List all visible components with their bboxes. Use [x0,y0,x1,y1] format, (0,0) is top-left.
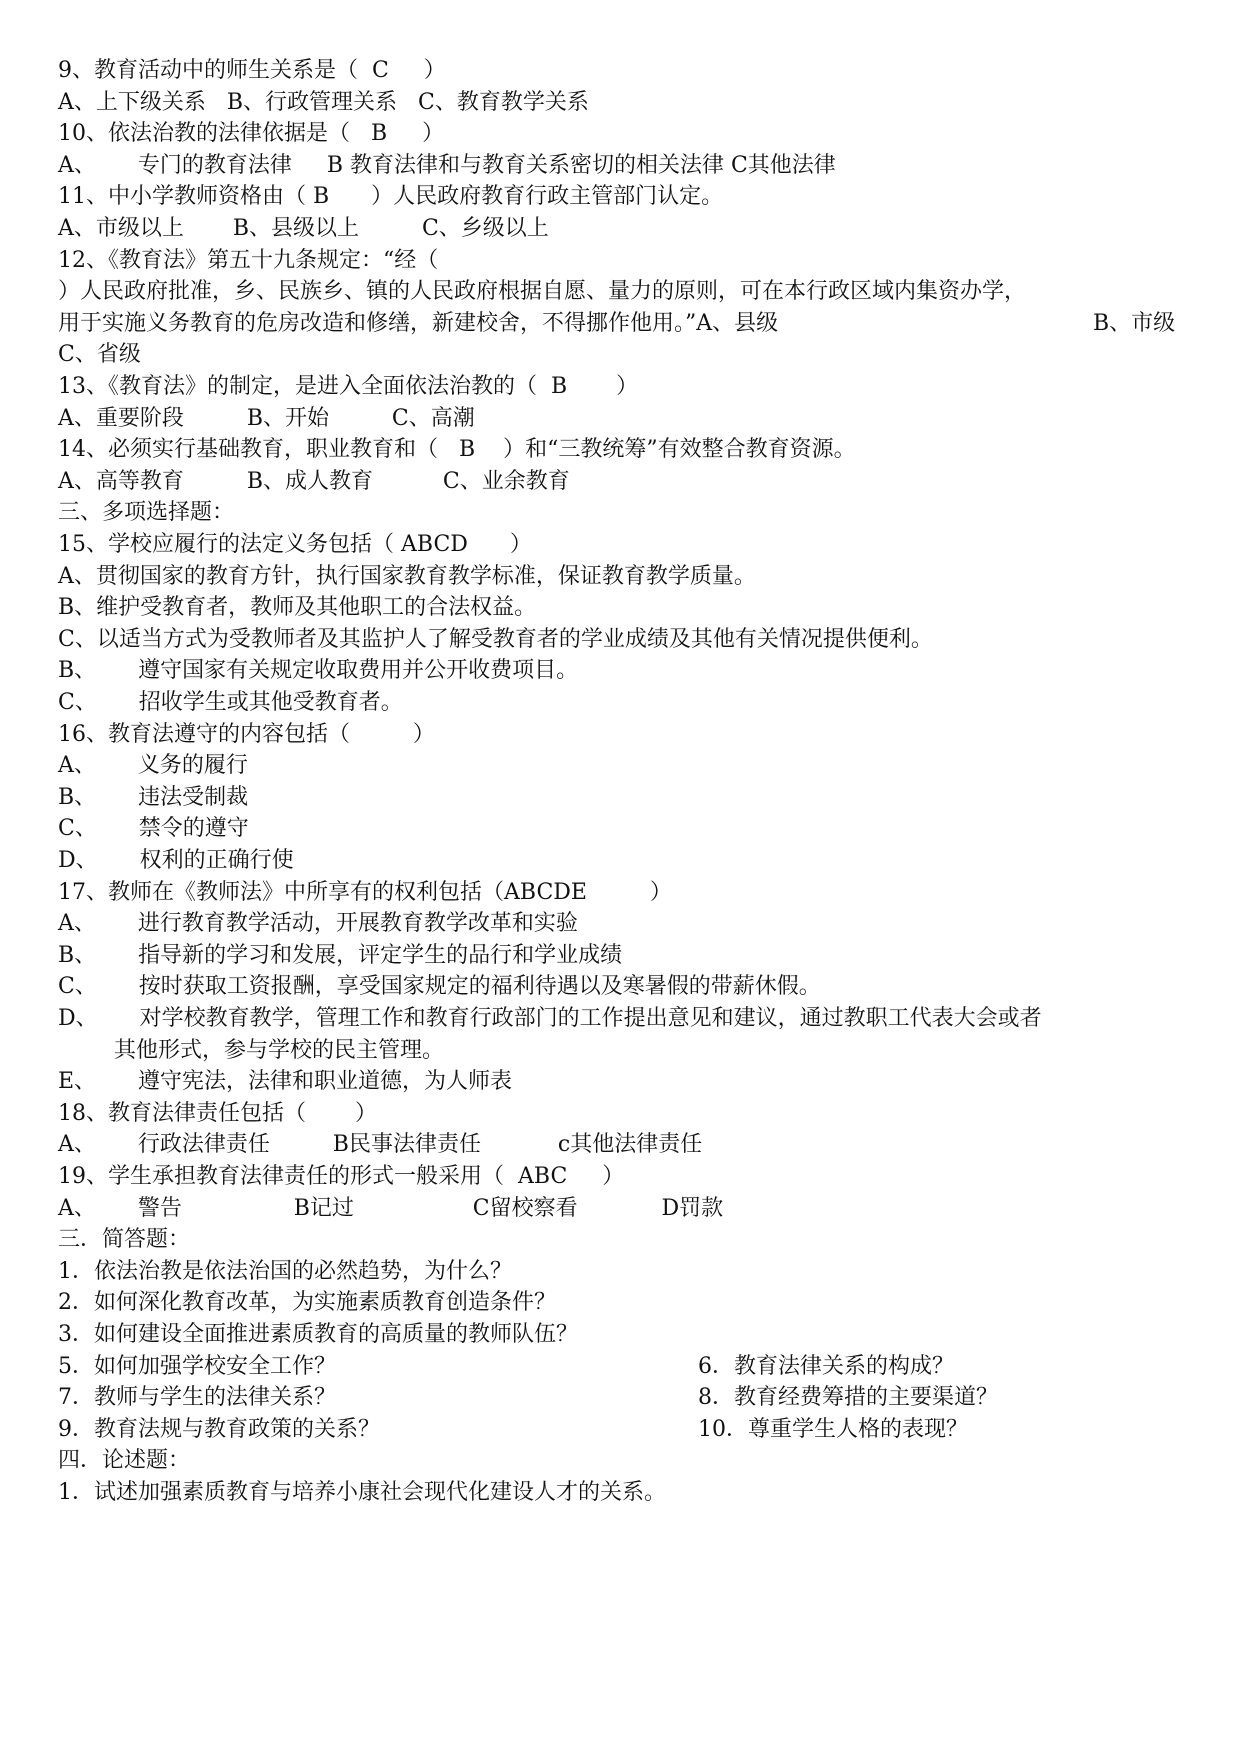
text-line [58,1476,1201,1510]
line-text: 18、教育法律责任包括（ ） [58,1100,377,1126]
line-text: 其他形式，参与学校的民主管理。 [58,1037,444,1063]
line-text: 用于实施义务教育的危房改造和修缮，新建校舍，不得挪作他用。”A、县级 [58,310,779,336]
text-line [58,1286,1201,1320]
text-line [58,939,1201,973]
line-text: 三、多项选择题： [58,500,235,526]
line-text: A、市级以上 B、县级以上 C、乡级以上 [58,216,549,241]
line-text: A、 专门的教育法律 B 教育法律和与教育关系密切的相关法律 C其他法律 [58,152,836,178]
text-line [58,560,1201,594]
text-line [58,1065,1201,1099]
text-line [58,1350,1201,1384]
line-text: 11、中小学教师资格由（ B ）人民政府教育行政主管部门认定。 [58,184,724,210]
text-line [58,844,1201,878]
line-text: 5．如何加强学校安全工作？ [58,1353,336,1379]
line-text: B、 遵守国家有关规定收取费用并公开收费项目。 [58,658,579,684]
line-text: D、 对学校教育教学，管理工作和教育行政部门的工作提出意见和建议，通过教职工代表大会或者 [58,1006,1042,1031]
text-line [58,1097,1201,1131]
line-text: B、 指导新的学习和发展，评定学生的品行和学业成绩 [58,942,623,968]
line-text: A、高等教育 B、成人教育 C、业余教育 [58,468,570,494]
text-line [58,749,1201,783]
line-text: C、 按时获取工资报酬，享受国家规定的福利待遇以及寒暑假的带薪休假。 [58,974,821,1000]
text-line [58,86,1201,120]
line-text: 10、依法治教的法律依据是（ B ） [58,121,445,147]
line-text: A、重要阶段 B、开始 C、高潮 [58,405,475,431]
text-line [58,1444,1201,1478]
text-line [58,275,1201,309]
line-text: A、 进行教育教学活动，开展教育教学改革和实验 [58,911,578,937]
text-line [58,338,1201,372]
line-text: 1．依法治教是依法治国的必然趋势，为什么？ [58,1258,512,1284]
text-line [58,117,1201,151]
text-line [58,1160,1201,1194]
text-line [58,402,1201,436]
line-text: 13、《教育法》的制定，是进入全面依法治教的（ B ） [58,374,639,399]
line-text: ）人民政府批准，乡、民族乡、镇的人民政府根据自愿、量力的原则，可在本行政区域内集资办学， [58,279,1027,305]
line-text: 3．如何建设全面推进素质教育的高质量的教师队伍？ [58,1322,578,1347]
text-line [58,1192,1201,1226]
text-line [58,212,1201,246]
line-text: 9、教育活动中的师生关系是（ C ） [58,58,446,83]
text-line [58,1034,1201,1068]
line-text: D、 权利的正确行使 [58,848,294,873]
line-text: 1．试述加强素质教育与培养小康社会现代化建设人才的关系。 [58,1480,666,1505]
text-line [58,1223,1201,1257]
text-line [58,1413,1201,1447]
line-text: 三．简答题： [58,1227,191,1253]
text-line [58,528,1201,562]
line-text: 9．教育法规与教育政策的关系？ [58,1416,380,1442]
line-text: 12、《教育法》第五十九条规定：“经（ [58,247,439,273]
line-text: C、 禁令的遵守 [58,816,249,842]
line-right-option: B、市级 [1093,310,1176,336]
second-column-question: 10．尊重学生人格的表现？ [698,1416,968,1442]
text-line [58,496,1201,530]
second-column-question: 8．教育经费筹措的主要渠道？ [698,1385,998,1411]
line-text: 16、教育法遵守的内容包括（ ） [58,721,435,747]
text-line [58,591,1201,625]
line-text: C、以适当方式为受教师者及其监护人了解受教育者的学业成绩及其他有关情况提供便利。 [58,626,933,652]
text-line [58,1002,1201,1036]
second-column-question: 6．教育法律关系的构成？ [698,1353,954,1379]
line-text: C、省级 [58,342,141,368]
line-text: A、上下级关系 B、行政管理关系 C、教育教学关系 [58,89,589,115]
line-text: A、 行政法律责任 B民事法律责任 c其他法律责任 [58,1132,703,1158]
line-text: A、贯彻国家的教育方针，执行国家教育教学标准，保证教育教学质量。 [58,563,756,589]
line-text: 2．如何深化教育改革，为实施素质教育创造条件？ [58,1290,556,1316]
text-line [58,654,1201,688]
line-text: 14、必须实行基础教育，职业教育和（ B ）和“三教统筹”有效整合教育资源。 [58,437,856,463]
line-text: 19、学生承担教育法律责任的形式一般采用（ ABC ） [58,1164,625,1189]
text-line [58,180,1201,214]
line-text: 15、学校应履行的法定义务包括（ ABCD ） [58,532,532,557]
text-line [58,623,1201,657]
text-line [58,718,1201,752]
text-line [58,970,1201,1004]
text-line [58,433,1201,467]
line-text: B、维护受教育者，教师及其他职工的合法权益。 [58,595,537,621]
line-text: B、 违法受制裁 [58,784,249,810]
line-text: 四．论述题： [58,1448,191,1474]
line-text: A、 义务的履行 [58,753,248,779]
text-line [58,1318,1201,1352]
line-text: E、 遵守宪法，法律和职业道德，为人师表 [58,1069,513,1095]
text-line [58,54,1201,88]
text-line [58,149,1201,183]
line-text: C、 招收学生或其他受教育者。 [58,690,403,715]
text-line [58,812,1201,846]
text-line [58,1381,1201,1415]
text-line [58,1128,1201,1162]
text-line [58,465,1201,499]
line-text: 7．教师与学生的法律关系？ [58,1385,336,1411]
text-line [58,876,1201,910]
text-line [58,781,1201,815]
line-text: 17、教师在《教师法》中所享有的权利包括（ABCDE ） [58,879,672,905]
text-line [58,244,1201,278]
text-line [58,686,1201,720]
line-text: A、 警告 B记过 C留校察看 D罚款 [58,1195,724,1221]
text-line [58,1255,1201,1289]
text-line [58,907,1201,941]
text-line [58,370,1201,404]
text-line [58,307,1201,341]
